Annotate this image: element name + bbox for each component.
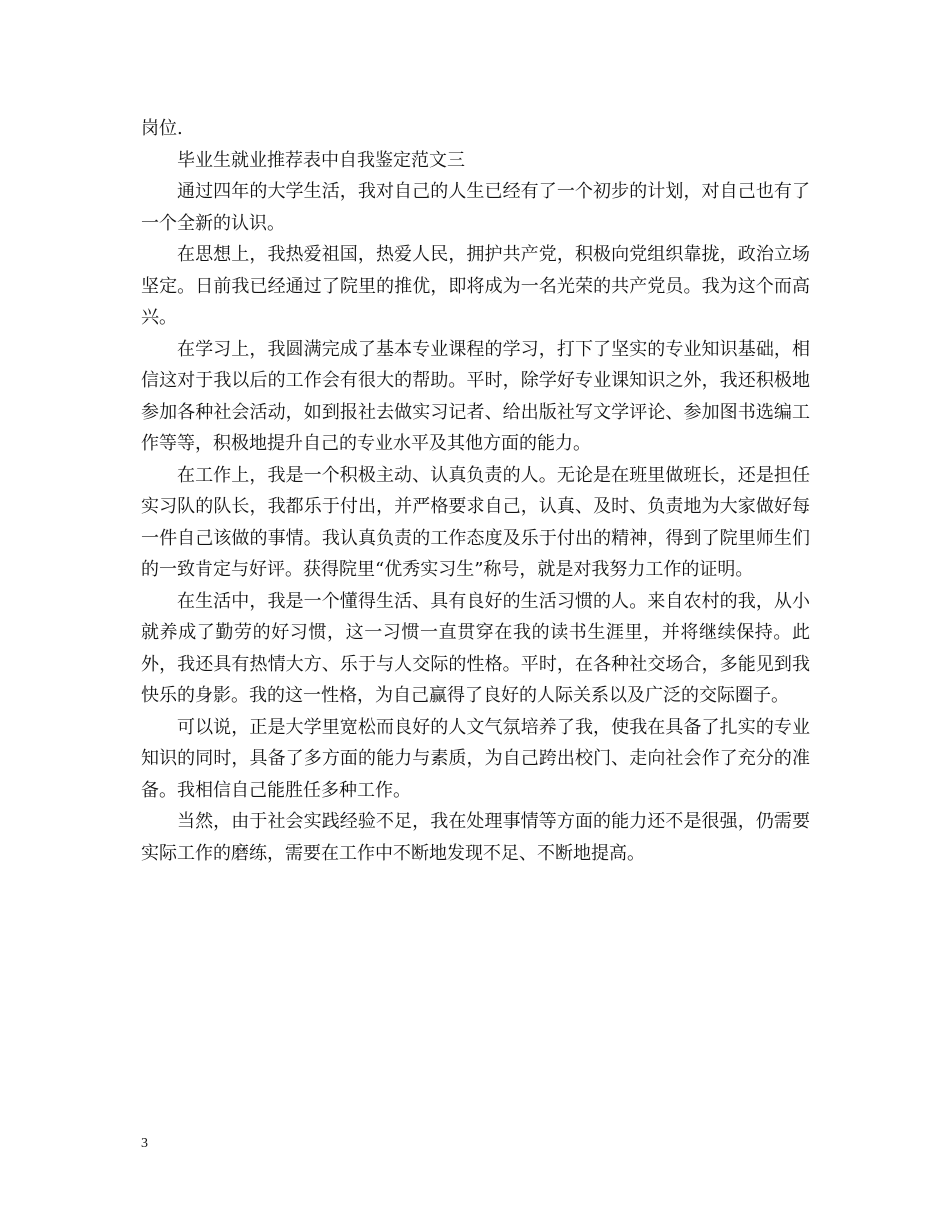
paragraph-ideology: 在思想上，我热爱祖国，热爱人民，拥护共产党，积极向党组织靠拢，政治立场坚定。日前我已经通过了院里的推优，即将成为一名光荣的共产党员。我为这个而高兴。 <box>141 244 810 328</box>
paragraph-shortcomings: 当然，由于社会实践经验不足，我在处理事情等方面的能力还不是很强，仍需要实际工作的磨练，需要在工作中不断地发现不足、不断地提高。 <box>141 811 810 864</box>
paragraph-intro: 通过四年的大学生活，我对自己的人生已经有了一个初步的计划，对自己也有了一个全新的认识。 <box>141 181 810 234</box>
paragraph-life: 在生活中，我是一个懂得生活、具有良好的生活习惯的人。来自农村的我，从小就养成了勤劳的好习惯，这一习惯一直贯穿在我的读书生涯里，并将继续保持。此外，我还具有热情大方、乐于与人交际的性格。平时，在各种社交场合，多能见到我快乐的身影。我的这一性格，为自己赢得了良好的人际关系以及广泛的交际圈子。 <box>141 590 810 706</box>
page-number: 3 <box>141 1136 148 1151</box>
paragraph-summary: 可以说，正是大学里宽松而良好的人文气氛培养了我，使我在具备了扎实的专业知识的同时，具备了多方面的能力与素质，为自己跨出校门、走向社会作了充分的准备。我相信自己能胜任多种工作。 <box>141 716 810 801</box>
document-body <box>141 113 810 869</box>
paragraph-work: 在工作上，我是一个积极主动、认真负责的人。无论是在班里做班长，还是担任实习队的队长，我都乐于付出，并严格要求自己，认真、及时、负责地为大家做好每一件自己该做的事情。我认真负责的工作态度及乐于付出的精神，得到了院里师生们的一致肯定与好评。获得院里“优秀实习生”称号，就是对我努力工作的证明。 <box>141 464 810 580</box>
section-heading: 毕业生就业推荐表中自我鉴定范文三 <box>177 149 465 171</box>
paragraph-study: 在学习上，我圆满完成了基本专业课程的学习，打下了坚实的专业知识基础，相信这对于我以后的工作会有很大的帮助。平时，除学好专业课知识之外，我还积极地参加各种社会活动，如到报社去做实习记者、给出版社写文学评论、参加图书选编工作等等，积极地提升自己的专业水平及其他方面的能力。 <box>141 338 810 454</box>
paragraph-continuation: 岗位. <box>141 118 183 139</box>
